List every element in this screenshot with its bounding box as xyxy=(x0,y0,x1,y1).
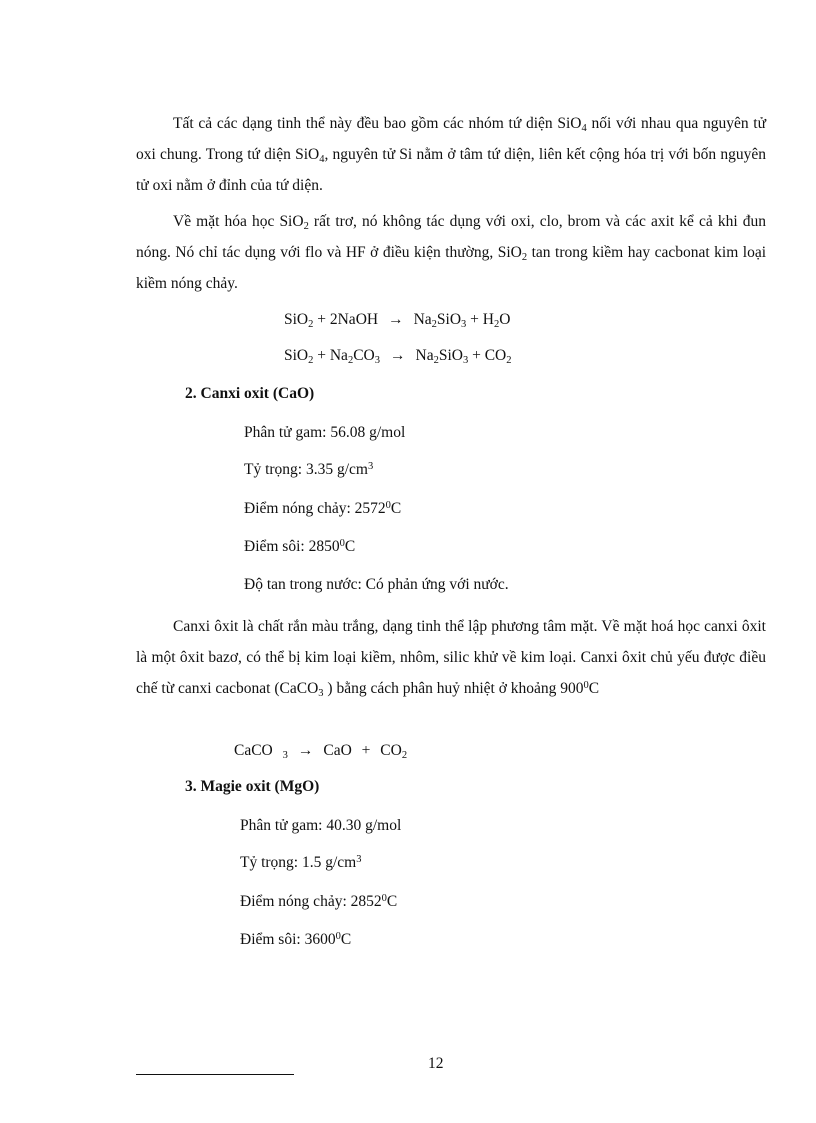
equation-sio2-na2co3: $SiO_2 + Na_2CO_3 \to Na_2SiO_3 + CO_2$ xyxy=(284,347,512,366)
paragraph-canxi-oxit: Canxi ôxit là chất rắn màu trắng, dạng tinh thể lập phương tâm mặt. Về mặt hoá học canxi ôxit là một ôxit bazơ, có thể bị kim loại kiềm, nhôm, silic khử về kim loại. Canxi ôxit chủ yếu được điều chế từ canxi cacbonat (CaCO$_3$ ) bằng cách phân huỷ nhiệt ở khoảng $900^0C$ xyxy=(136,618,766,699)
mgo-molar-mass: Phân tử gam: 40.30 g/mol xyxy=(240,817,402,834)
cao-molar-mass: Phân tử gam: 56.08 g/mol xyxy=(244,424,406,441)
cao-density: Tỷ trọng: 3.35 $g/cm^3$ xyxy=(244,461,374,478)
cao-melting-point: Điểm nóng chảy: 2572$^0$C xyxy=(244,500,402,517)
mgo-density: Tỷ trọng: 1.5 $g/cm^3$ xyxy=(240,854,362,871)
cao-boiling-point: Điểm sôi: 2850$^0$C xyxy=(244,538,356,555)
heading-magie-oxit: 3. Magie oxit (MgO) xyxy=(185,778,320,795)
page-number: 12 xyxy=(428,1055,444,1072)
heading-canxi-oxit: 2. Canxi oxit (CaO) xyxy=(185,385,315,402)
paragraph-sio2-chemistry: Về mặt hóa học SiO$_2$ rất trơ, nó không tác dụng với oxi, clo, brom và các axit kể cả khi đun nóng. Nó chỉ tác dụng với flo và HF ở điều kiện thường, SiO$_2$ tan trong kiềm hay cacbonat kim loại kiềm nóng chảy. xyxy=(136,213,766,292)
paragraph-sio2-structure: Tất cả các dạng tinh thể này đều bao gồm các nhóm tứ diện SiO$_4$ nối với nhau qua nguyên tử oxi chung. Trong tứ diện SiO$_4$, nguyên tử Si nằm ở tâm tứ diện, liên kết cộng hóa trị với bốn nguyên tử oxi nằm ở đỉnh của tứ diện. xyxy=(136,115,767,194)
equation-caco3-decomposition: CaCO $_3$ → CaO + $CO_2$ xyxy=(234,742,408,761)
mgo-boiling-point: Điểm sôi: 3600$^0$C xyxy=(240,931,352,948)
equation-sio2-naoh: SiO$_2$ + 2NaOH → $Na_2SiO_3 + H_2O$ xyxy=(284,311,511,330)
cao-solubility: Độ tan trong nước: Có phản ứng với nước. xyxy=(244,576,509,593)
mgo-melting-point: Điểm nóng chảy: 2852$^0$C xyxy=(240,893,398,910)
footnote-separator xyxy=(136,1074,294,1075)
